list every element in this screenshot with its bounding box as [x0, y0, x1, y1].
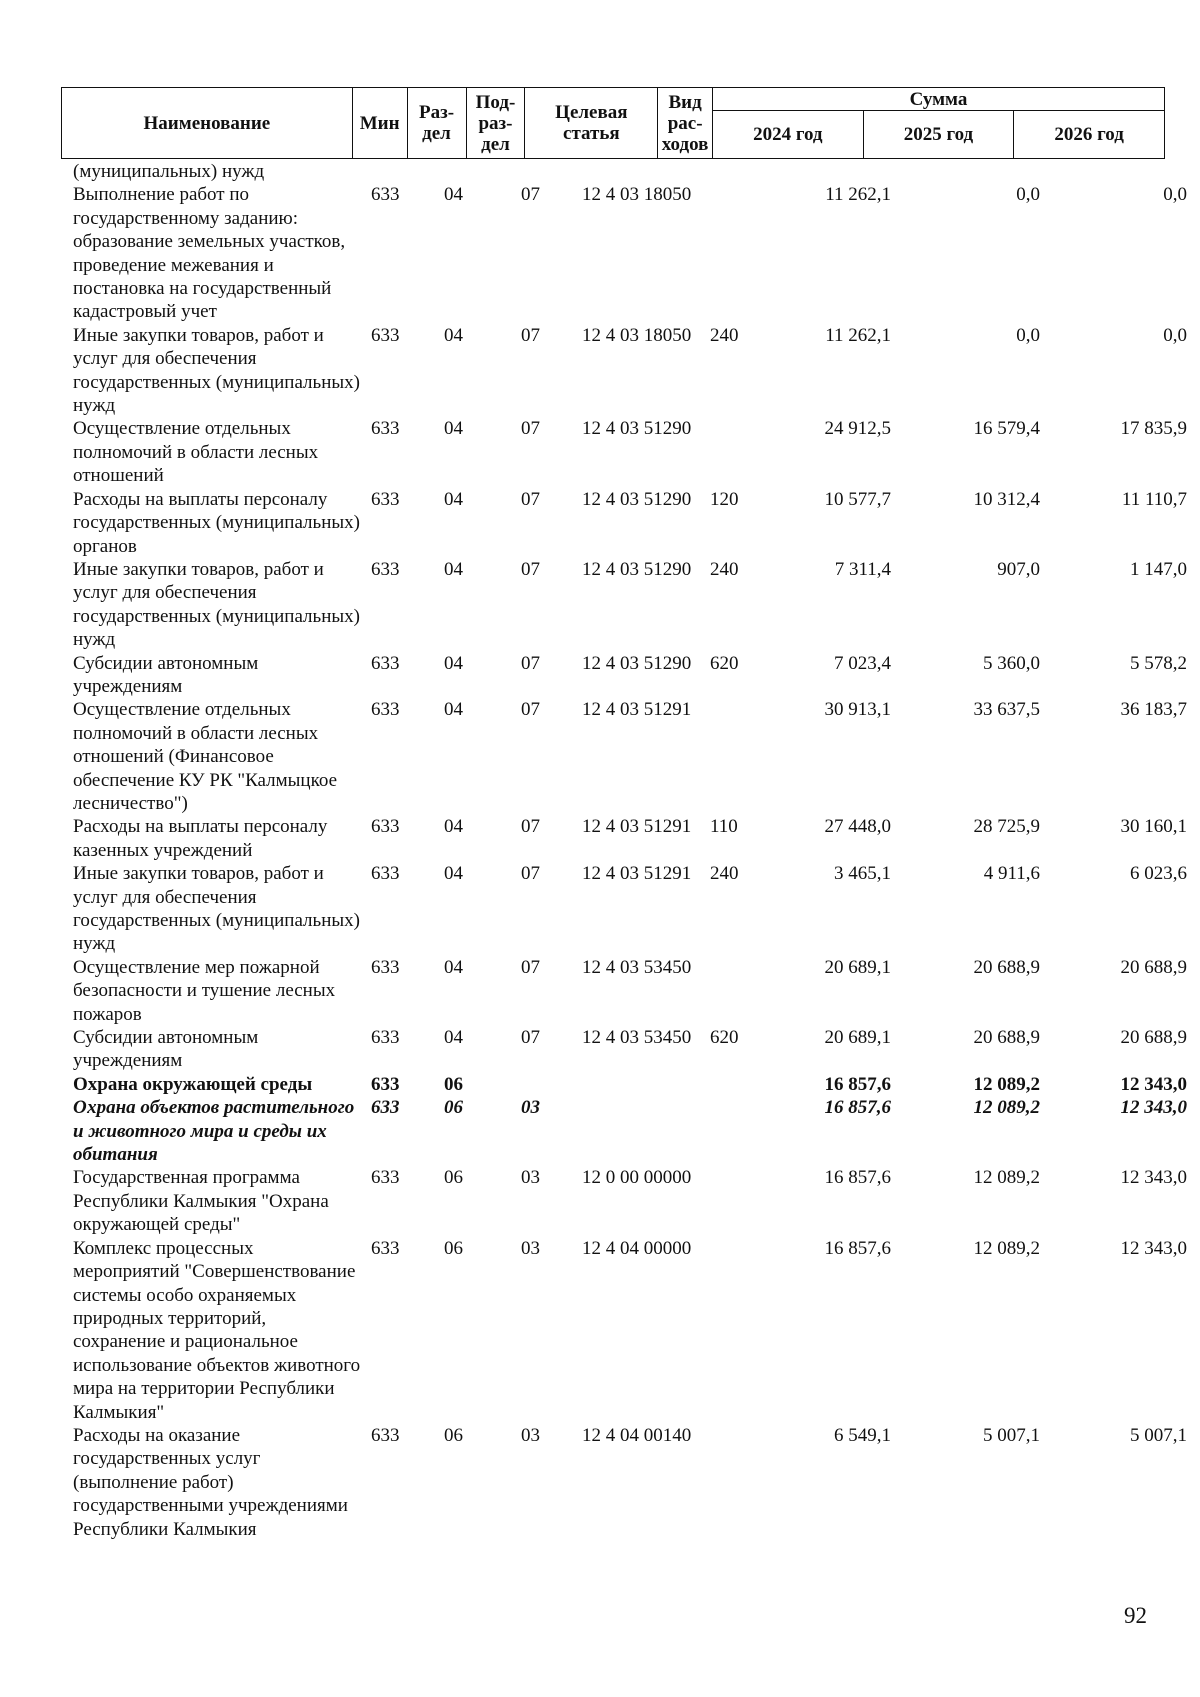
table-row: [61, 862, 1187, 956]
header-celevaya: [525, 88, 658, 159]
cell-rz: 04: [444, 324, 463, 346]
cell-rz: 04: [444, 558, 463, 580]
cell-cs: [577, 1096, 708, 1166]
table-header: [61, 87, 1165, 159]
cell-rz: 06: [444, 1097, 463, 1119]
cell-rz: 04: [444, 1027, 463, 1049]
cell-rz: 06: [444, 1237, 463, 1259]
cell-min: 633: [371, 816, 400, 838]
cell-y2: 907,0: [997, 558, 1040, 580]
cell-min: 633: [371, 1097, 400, 1119]
cell-min: 633: [371, 1424, 400, 1446]
cell-min: 633: [371, 1027, 400, 1049]
cell-name: Осуществление мер пожарной безопасности и тушение лесных пожаров: [73, 956, 336, 1025]
cell-y2: 12 089,2: [973, 1167, 1040, 1189]
cell-y1: 6 549,1: [834, 1424, 891, 1446]
table-row: [61, 324, 1187, 418]
cell-name: Расходы на выплаты персоналу государственных (муниципальных) органов: [73, 488, 360, 557]
cell-min: 633: [371, 863, 400, 885]
header-name: Наименование: [62, 88, 353, 159]
cell-y1: 16 857,6: [824, 1097, 891, 1119]
cell-vr: [708, 417, 762, 487]
cell-y1: 16 857,6: [824, 1237, 891, 1259]
cell-rz: 06: [444, 1424, 463, 1446]
cell-vr: [708, 956, 762, 1026]
cell-y1: 20 689,1: [824, 1027, 891, 1049]
cell-y3: 36 183,7: [1120, 699, 1187, 721]
page-number: 92: [1124, 1603, 1147, 1628]
cell-pr: 07: [521, 816, 540, 838]
cell-min: 633: [371, 956, 400, 978]
cell-y2: 28 725,9: [973, 816, 1040, 838]
table-row: [61, 488, 1187, 558]
cell-rz: 04: [444, 863, 463, 885]
cell-vr: [708, 1166, 762, 1236]
cell-cs: 12 4 03 51290: [582, 558, 692, 580]
cell-y1: 16 857,6: [824, 1073, 891, 1095]
cell-vr: [708, 698, 762, 815]
cell-y2: 0,0: [1016, 324, 1040, 346]
table-row: [61, 183, 1187, 323]
cell-y3: 12 343,0: [1120, 1237, 1187, 1259]
cell-min: 633: [371, 699, 400, 721]
cell-name: Субсидии автономным учреждениям: [73, 652, 259, 697]
cell-cs: 12 4 03 18050: [582, 324, 692, 346]
cell-pr: 07: [521, 558, 540, 580]
cell-cs: 12 4 03 51290: [582, 652, 692, 674]
cell-y2: 12 089,2: [973, 1097, 1040, 1119]
table-row: [61, 652, 1187, 699]
cell-min: 633: [371, 324, 400, 346]
cell-min: [361, 160, 423, 183]
cell-y1: 11 262,1: [825, 324, 891, 346]
cell-name: Осуществление отдельных полномочий в области лесных отношений (Финансовое обеспечение КУ РК "Калмыцкое лесничество"): [73, 699, 338, 814]
cell-y3: 20 688,9: [1120, 956, 1187, 978]
cell-vr: [708, 1237, 762, 1424]
cell-rz: 04: [444, 699, 463, 721]
cell-y1: 7 023,4: [834, 652, 891, 674]
header-year-2025: 2025 год: [863, 111, 1014, 159]
cell-vr: [708, 183, 762, 323]
cell-min: 633: [371, 488, 400, 510]
cell-pr: 03: [521, 1237, 540, 1259]
cell-name: Комплекс процессных мероприятий "Совершенствование системы особо охраняемых природных территорий, сохранение и рациональное использование объектов животного мира на территории Республики Калмыкия": [73, 1237, 361, 1423]
cell-pr: 07: [521, 699, 540, 721]
cell-y1: 7 311,4: [834, 558, 891, 580]
cell-y1: 27 448,0: [824, 816, 891, 838]
cell-y1: 16 857,6: [824, 1167, 891, 1189]
cell-name: Охрана объектов растительного и животного мира и среды их обитания: [73, 1097, 355, 1166]
cell-min: 633: [371, 1237, 400, 1259]
table-row: [61, 417, 1187, 487]
cell-vr: [708, 160, 762, 183]
cell-pr: 03: [521, 1167, 540, 1189]
cell-rz: 04: [444, 418, 463, 440]
header-podrazdel-text: Под- раз- дел: [475, 91, 516, 155]
cell-name: Иные закупки товаров, работ и услуг для обеспечения государственных (муниципальных) нужд: [73, 558, 360, 651]
table-row: [61, 1096, 1187, 1166]
table-row: [61, 1424, 1187, 1541]
cell-rz: 04: [444, 184, 463, 206]
cell-min: 633: [371, 184, 400, 206]
header-min: Мин: [352, 88, 407, 159]
cell-rz: 04: [444, 816, 463, 838]
cell-name: Осуществление отдельных полномочий в области лесных отношений: [73, 418, 319, 487]
cell-y3: 20 688,9: [1120, 1027, 1187, 1049]
cell-y2: 16 579,4: [973, 418, 1040, 440]
table-row: [61, 558, 1187, 652]
cell-y1: [762, 160, 905, 183]
cell-name: Выполнение работ по государственному заданию: образование земельных участков, проведение межевания и постановка на государственный кадастровый учет: [73, 184, 346, 323]
cell-y2: 12 089,2: [973, 1237, 1040, 1259]
cell-cs: 12 4 03 51290: [582, 488, 692, 510]
header-year-2026: 2026 год: [1014, 111, 1165, 159]
cell-y2: 12 089,2: [973, 1073, 1040, 1095]
cell-y1: 30 913,1: [824, 699, 891, 721]
cell-cs: 12 0 00 00000: [582, 1167, 692, 1189]
header-year-2024: 2024 год: [712, 111, 863, 159]
cell-vr: 110: [710, 816, 738, 838]
cell-y2: 4 911,6: [983, 863, 1040, 885]
table-row: [61, 956, 1187, 1026]
cell-vr: 240: [710, 324, 739, 346]
cell-y1: 24 912,5: [824, 418, 891, 440]
cell-pr: [500, 1073, 577, 1096]
cell-min: 633: [371, 418, 400, 440]
cell-name: Расходы на выплаты персоналу казенных учреждений: [73, 816, 328, 861]
table-row: [61, 815, 1187, 862]
cell-y3: 0,0: [1163, 184, 1187, 206]
cell-pr: 07: [521, 418, 540, 440]
cell-cs: 12 4 03 18050: [582, 184, 692, 206]
cell-y3: 17 835,9: [1120, 418, 1187, 440]
cell-y3: 12 343,0: [1120, 1073, 1187, 1095]
cell-cs: [577, 1073, 708, 1096]
cell-rz: 04: [444, 488, 463, 510]
header-vid-text: Вид рас- ходов: [661, 91, 709, 155]
cell-rz: [423, 160, 500, 183]
cell-cs: 12 4 03 51291: [582, 816, 692, 838]
cell-y3: 1 147,0: [1130, 558, 1187, 580]
cell-y2: 33 637,5: [973, 699, 1040, 721]
cell-name: Иные закупки товаров, работ и услуг для обеспечения государственных (муниципальных) нужд: [73, 863, 360, 955]
cell-pr: 03: [521, 1424, 540, 1446]
cell-pr: 07: [521, 324, 540, 346]
header-razdel: [407, 88, 466, 159]
cell-vr: 620: [710, 652, 739, 674]
cell-cs: 12 4 03 51290: [582, 418, 692, 440]
cell-vr: [708, 1096, 762, 1166]
header-vid: [658, 88, 713, 159]
cell-y1: 20 689,1: [824, 956, 891, 978]
cell-rz: 06: [444, 1073, 463, 1095]
cell-vr: 240: [710, 558, 739, 580]
table-row: [61, 1237, 1187, 1424]
cell-rz: 06: [444, 1167, 463, 1189]
header-razdel-text: Раз- дел: [418, 102, 455, 144]
cell-pr: 07: [521, 956, 540, 978]
cell-cs: 12 4 03 53450: [582, 956, 692, 978]
cell-y3: [1048, 160, 1191, 183]
table-row: [61, 160, 1165, 183]
cell-name: Субсидии автономным учреждениям: [73, 1027, 259, 1072]
cell-rz: 04: [444, 956, 463, 978]
cell-min: 633: [371, 558, 400, 580]
cell-y2: 20 688,9: [973, 956, 1040, 978]
cell-vr: 620: [710, 1027, 739, 1049]
cell-rz: 04: [444, 652, 463, 674]
cell-cs: 12 4 04 00140: [582, 1424, 692, 1446]
table-row: [61, 1166, 1187, 1236]
cell-y2: [905, 160, 1048, 183]
cell-min: 633: [371, 1167, 400, 1189]
cell-pr: 07: [521, 488, 540, 510]
cell-y3: 12 343,0: [1120, 1097, 1187, 1119]
cell-y3: 0,0: [1163, 324, 1187, 346]
cell-cs: [577, 160, 708, 183]
cell-y2: 5 360,0: [983, 652, 1040, 674]
cell-y2: 0,0: [1016, 184, 1040, 206]
header-celevaya-text: Целевая статья: [555, 102, 628, 144]
cell-pr: 07: [521, 1027, 540, 1049]
cell-min: 633: [371, 652, 400, 674]
header-summa: Сумма: [712, 88, 1164, 111]
table-row: [61, 698, 1187, 815]
cell-y2: 10 312,4: [973, 488, 1040, 510]
cell-vr: [708, 1424, 762, 1541]
cell-name: Охрана окружающей среды: [73, 1073, 313, 1095]
cell-cs: 12 4 03 51291: [582, 699, 692, 721]
table-row: [61, 1026, 1187, 1073]
table-body: [61, 160, 1187, 1541]
table-row: [61, 1073, 1187, 1096]
cell-name: Иные закупки товаров, работ и услуг для обеспечения государственных (муниципальных) нужд: [73, 324, 360, 417]
cell-pr: 07: [521, 184, 540, 206]
cell-pr: 03: [521, 1097, 540, 1119]
cell-cs: 12 4 04 00000: [582, 1237, 692, 1259]
cell-y2: 20 688,9: [973, 1027, 1040, 1049]
cell-y1: 11 262,1: [825, 184, 891, 206]
cell-vr: 240: [710, 863, 739, 885]
cell-y3: 5 007,1: [1130, 1424, 1187, 1446]
cell-pr: [500, 160, 577, 183]
cell-y3: 6 023,6: [1130, 863, 1187, 885]
cell-y3: 30 160,1: [1120, 816, 1187, 838]
cell-pr: 07: [521, 863, 540, 885]
cell-vr: [708, 1073, 762, 1096]
cell-min: 633: [371, 1073, 400, 1095]
cell-cs: 12 4 03 51291: [582, 863, 692, 885]
header-podrazdel: [466, 88, 525, 159]
cell-name: (муниципальных) нужд: [73, 161, 265, 182]
cell-y1: 10 577,7: [824, 488, 891, 510]
cell-pr: 07: [521, 652, 540, 674]
cell-name: Государственная программа Республики Калмыкия "Охрана окружающей среды": [73, 1167, 329, 1236]
cell-y1: 3 465,1: [834, 863, 891, 885]
cell-y3: 5 578,2: [1130, 652, 1187, 674]
cell-y3: 12 343,0: [1120, 1167, 1187, 1189]
cell-y3: 11 110,7: [1121, 488, 1187, 510]
cell-vr: 120: [710, 488, 739, 510]
cell-name: Расходы на оказание государственных услуг (выполнение работ) государственными учреждениями Республики Калмыкия: [73, 1424, 348, 1540]
cell-cs: 12 4 03 53450: [582, 1027, 692, 1049]
cell-y2: 5 007,1: [983, 1424, 1040, 1446]
